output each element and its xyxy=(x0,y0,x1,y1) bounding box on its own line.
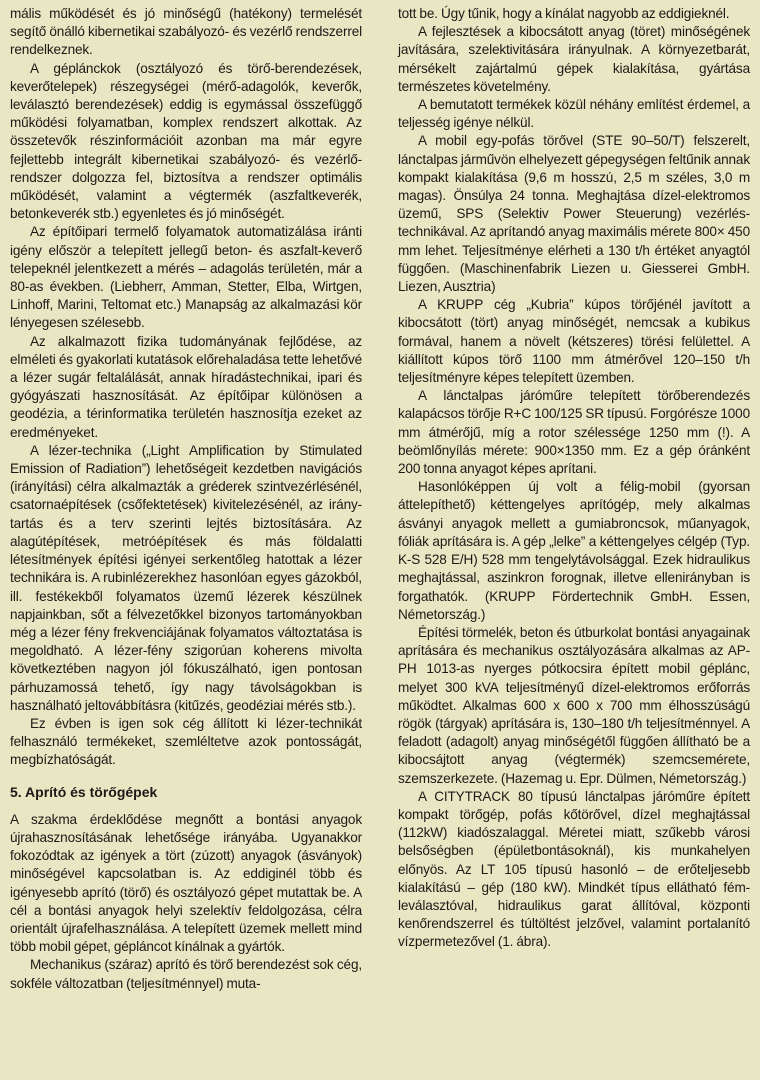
left-column xyxy=(10,5,362,993)
paragraph: A CITYTRACK 80 típusú lánctalpas járóműre épített kompakt törőgép, pofás kőtörővel, dízel meghajtással (112kW) kiadószalaggal. Méretei miatt, szűkebb városi belsőségben (épületbontásoknál), kis munkahelyen előnyös. Az LT 105 típusú hasonló – de erőteljesebb kialakítású – gép (180 kW). Mindkét típus ellátható fém-leválasztóval, hidraulikus garat állítóval, központi kenőrendszerrel és túltöltést jelzővel, valamint portalanító vízpermetezővel (1. ábra). xyxy=(398,788,750,950)
paragraph: A géplánckok (osztályozó és törő-berendezések, keverőtelepek) részegységei (mérő-adagolók, keverők, leválasztó berendezések) eddig is egymással összefüggő működési folyamatban, komplex rendszert alkottak. Az összetevők részinformációit azonban ma már egyre fejlettebb integrált kibernetikai szabályozó- és vezérlő-rendszer dolgozza fel, biztosítva a rendszer optimális működését, valamint a végtermék (aszfaltkeverék, betonkeverék stb.) egyenletes és jó minőségét. xyxy=(10,60,362,222)
paragraph: A szakma érdeklődése megnőtt a bontási anyagok újrahasznosításának lehetősége irányába. Ugyanakkor fokozódtak az igények a tört (zúzott) anyagok (ásványok) minőségével kapcsolatban is. Az eddiginél több és igényesebb aprító (törő) és osztályozó gépet mutattak be. A cél a bontási anyagok helyi szelektív feldolgozása, célra orientált újrafelhasználása. A telepített üzemek mellett mind több mobil gépet, gépláncot kínálnak a gyártók. xyxy=(10,811,362,955)
paragraph: tott be. Úgy tűnik, hogy a kínálat nagyobb az eddigieknél. xyxy=(398,6,730,21)
paragraph: Az alkalmazott fizika tudományának fejlődése, az elméleti és gyakorlati kutatások előrehaladása tette lehetővé a lézer sugár feltalálását, annak híradástechnikai, ipari és gyógyászati hasznosítását. Az építőipar különösen a geodézia, a térinformatika területén hasznosítja ezeket az eredményeket. xyxy=(10,333,362,440)
paragraph: A fejlesztések a kibocsátott anyag (töret) minőségének javítására, szelektivitására irányulnak. A környezetbarát, mérsékelt zajártalmú gépek kialakítása, gyártása természetes követelmény. xyxy=(398,24,750,94)
paragraph: Hasonlóképpen új volt a félig-mobil (gyorsan áttelepíthető) kéttengelyes aprítógép, mely alkalmas ásványi anyagok mellett a gumiabroncsok, műanyagok, fóliák aprítására is. A gép „lelke” a kéttengelyes célgép (Typ. K-S 528 E/H) 528 mm tengelytávolsággal. Ezek hidraulikus meghajtással, aszinkron forognak, illetve ellenirányban is forgathatók. (KRUPP Fördertechnik GmbH. Essen, Németország.) xyxy=(398,479,750,622)
paragraph: A KRUPP cég „Kubria” kúpos törőjénél javított a kibocsátott (tört) anyag minőségét, nemcsak a kubikus formával, hanem a növelt (kétszeres) törési felülettel. A kiállított kúpos törő 1100 mm átmérővel 120–150 t/h teljesítményre képes telepített üzemben. xyxy=(398,297,750,386)
paragraph: Ez évben is igen sok cég állított ki lézer-technikát felhasználó termékeket, szemléltetve azok pontosságát, megbízhatóságát. xyxy=(10,715,362,768)
paragraph: A mobil egy-pofás törővel (STE 90–50/T) felszerelt, lánctalpas járművön elhelyezett gépegységen feltűnik annak kompakt kialakítása (9,6 m hosszú, 2,5 m széles, 3,0 m magas). Önsúlya 24 tonna. Meghajtása dízel-elektromos üzemű, SPS (Selektiv Power Steuerung) vezérlés-technikával. Az aprítandó anyag maximális mérete 800× 450 mm lehet. Teljesítménye elérheti a 130 t/h értéket anyagtól függően. (Maschinenfabrik Liezen u. Giesserei GmbH. Liezen, Ausztria) xyxy=(398,133,750,295)
paragraph: A bemutatott termékek közül néhány említést érdemel, a teljesség igénye nélkül. xyxy=(398,97,750,131)
paragraph: mális működését és jó minőségű (hatékony) termelését segítő önálló kibernetikai szabályozó- és vezérlő rendszerrel rendelkeznek. xyxy=(10,6,362,58)
paragraph: A lánctalpas járóműre telepített törőberendezés kalapácsos törője R+C 100/125 SR típusú. Forgórésze 1000 mm átmérőjű, míg a rotor szélessége 1250 mm (!). A beömlőnyílás mérete: 900×1350 mm. Ez a gép óránként 200 tonna anyagot képes aprítani. xyxy=(398,388,750,477)
section-heading: 5. Aprító és törőgépek xyxy=(10,783,158,800)
paragraph: Mechanikus (száraz) aprító és törő berendezést sok cég, sokféle változatban (teljesítménnyel) muta- xyxy=(10,957,362,991)
paragraph: Építési törmelék, beton és útburkolat bontási anyagainak aprítására és mechanikus osztályozására alkalmas az AP-PH 1013-as nyerges pótkocsira épített mobil géplánc, melyet 300 kVA teljesítményű dízel-elektromos erőforrás működtet. Alkalmas 600 x 600 x 700 mm élhosszúságú rögök (tárgyak) aprítására is, 130–180 t/h teljesítménnyel. A feladott (adagolt) anyag minőségétől függően állítható be a kibocsájtott anyag (végtermék) szemcsemérete, szemszerkezete. (Hazemag u. Epr. Dülmen, Németország.) xyxy=(398,624,750,786)
right-column xyxy=(398,5,750,952)
paragraph: A lézer-technika („Light Amplification by Stimulated Emission of Radiation”) lehetőségeit kezdetben navigációs (irányítási) célra alkalmazták a gréderek szintvezérlésénél, csatornaépítések (csőfektetések) kivitelezésénél, az irány-tartás és a terv szerinti lejtés biztosítására. Az alagútépítések, metróépítések és más földalatti létesítmények építési igényei serkentőleg hatottak a lézer technikára is. A rubinlézerekhez hasonlóan egyes gázokból, ill. festékekből folyamatos üzemű lézerek készülnek napjainkban, sőt a félvezetőkkel bizonyos tartományokban még a lézer fény frekvenciájának folyamatos változtatása is megoldható. A lézer-fény szigorúan koherens mivolta következtében nagyon jól fókuszálható, igen pontosan párhuzamossá tehető, így nagy távolságokban is használható jeltovábbításra (kitűzés, geodéziai mérés stb.). xyxy=(10,442,362,713)
paragraph: Az építőipari termelő folyamatok automatizálása iránti igény először a telepített jellegű beton- és aszfalt-keverő telepeknél jelentkezett a mérés – adagolás területén, már a 80-as években. (Liebherr, Amman, Stetter, Elba, Wirtgen, Linhoff, Marini, Teltomat etc.) Manapság az alkalmazási kör lényegesen szélesebb. xyxy=(10,224,362,331)
